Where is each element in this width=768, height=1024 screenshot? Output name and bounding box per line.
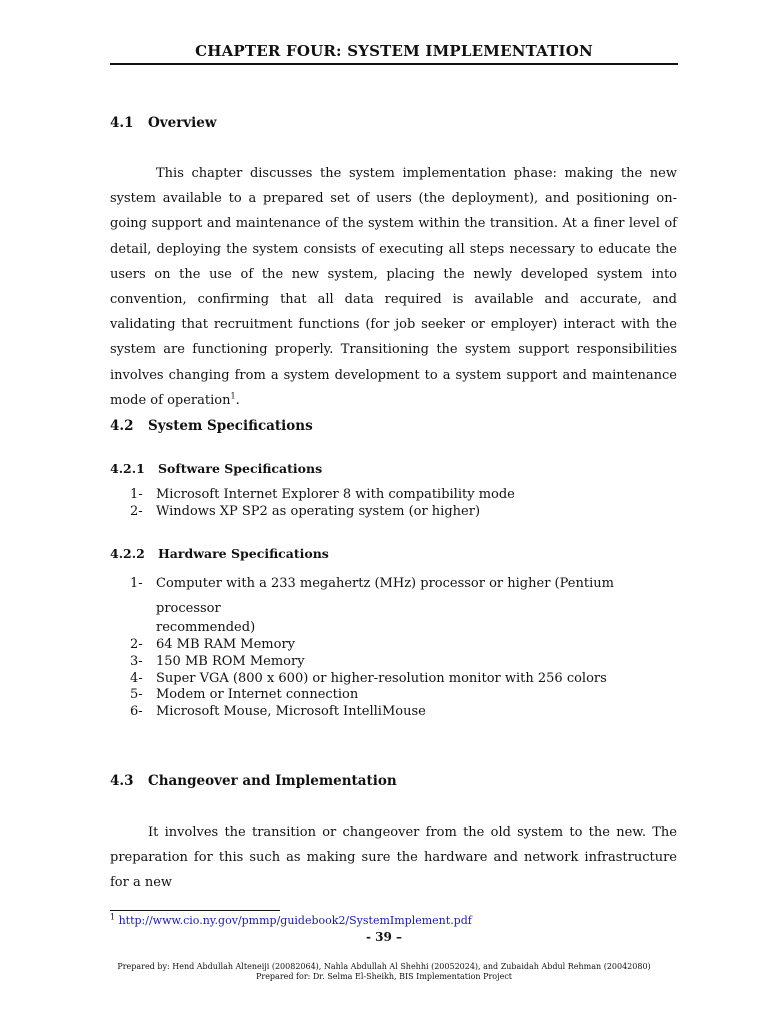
section-title: Software Specifications [158,461,323,476]
changeover-paragraph: It involves the transition or changeover from the old system to the new. The preparation for this such as making sure the hardware and network infrastructure for a new [110,825,677,891]
hardware-list [130,571,670,721]
section-heading-4-2-2 [110,546,329,561]
section-heading-4-3 [110,773,397,789]
list-item: 1- Microsoft Internet Explorer 8 with compatibility mode [130,487,515,502]
list-item-continuation: recommended) [156,620,256,635]
section-number: 4.1 [110,115,134,131]
footnote-reference[interactable]: 1 [230,391,236,401]
prepared-for: Prepared for: Dr. Selma El-Sheikh, BIS Implementation Project [255,972,513,981]
prepared-by: Prepared by: Hend Abdullah Alteneiji (20082064), Nahla Abdullah Al Shehhi (20052024), and Zubaidah Abdul Rehman (20042080) [117,962,651,971]
software-list [130,487,670,521]
footnote-rule [110,910,280,911]
section-heading-4-1 [110,115,217,131]
section-title: Overview [148,115,217,131]
chapter-title: CHAPTER FOUR: SYSTEM IMPLEMENTATION [195,42,593,60]
list-item: 2- 64 MB RAM Memory [130,637,296,652]
section-heading-4-2 [110,418,313,434]
section-title: Hardware Specifications [158,546,329,561]
overview-end: . [235,392,240,408]
list-item: 3- 150 MB ROM Memory [130,653,305,669]
list-item: 5- Modem or Internet connection [130,687,359,703]
section-heading-4-2-1 [110,461,322,476]
footnote-link[interactable]: http://www.cio.ny.gov/pmmp/guidebook2/SystemImplement.pdf [118,914,472,927]
overview-text: This chapter discusses the system implementation phase: making the new system available to a prepared set of users (the deployment), and positioning on-going support and maintenance of the system within the transition. At a finer level of detail, deploying the system consists of executing all steps necessary to educate the users on the use of the new system, placing the newly developed system into convention, confirming that all data required is available and accurate, and validating that recruitment functions (for job seeker or employer) interact with the system are functioning properly. Transitioning the system support responsibilities involves changing from a system development to a system support and maintenance mode of operation [110,166,677,408]
footnote-mark: 1 [110,912,116,922]
section-title: Changeover and Implementation [148,773,397,789]
section-number: 4.2.1 [110,461,145,476]
list-item: 2- Windows XP SP2 as operating system (or higher) [130,503,481,519]
overview-paragraph [110,161,677,413]
list-item: 6- Microsoft Mouse, Microsoft IntelliMouse [130,704,426,720]
list-item: 1- Computer with a 233 megahertz (MHz) processor or higher (Pentium processor [130,576,614,616]
section-number: 4.2 [110,418,134,434]
title-rule [110,63,678,65]
list-item: 4- Super VGA (800 x 600) or higher-resolution monitor with 256 colors [130,670,607,686]
section-title: System Specifications [148,418,313,434]
page-number: - 39 – [365,930,403,944]
footnote [110,914,472,927]
section-number: 4.3 [110,773,134,789]
section-number: 4.2.2 [110,546,145,561]
